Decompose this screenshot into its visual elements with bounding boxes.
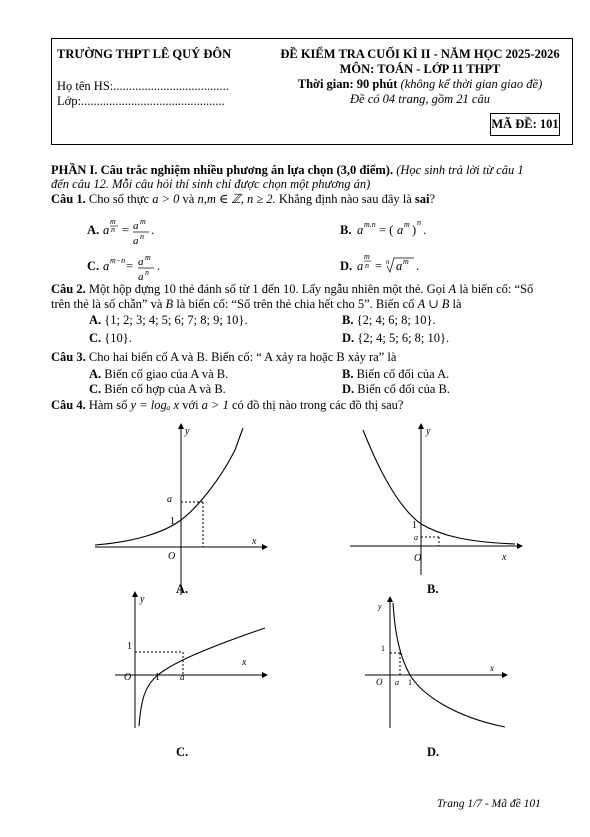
svg-text:.: . [423, 223, 427, 237]
graph-b[interactable] [345, 420, 525, 580]
svg-text:a: a [138, 256, 144, 268]
q2-option-b[interactable]: B. {2; 4; 6; 8; 10}. [342, 313, 436, 327]
svg-text:m: m [404, 220, 410, 229]
q1-option-b[interactable] [340, 214, 440, 249]
q2-option-c[interactable]: C. {10}. [89, 331, 132, 345]
graph-a[interactable] [85, 420, 275, 600]
svg-text:B.: B. [340, 223, 352, 237]
svg-text:a: a [357, 223, 364, 237]
svg-text:m: m [140, 217, 146, 226]
svg-text:.: . [157, 259, 161, 273]
svg-text:a: a [133, 235, 139, 247]
q1-option-a[interactable] [87, 210, 167, 255]
graph-d-origin-label: O [376, 677, 383, 687]
svg-text:): ) [412, 223, 417, 237]
svg-text:a: a [103, 259, 110, 273]
svg-text:n: n [417, 218, 421, 227]
q3-option-a[interactable]: A. Biến cố giao của A và B. [89, 367, 229, 381]
graph-d-x-one-label: 1 [408, 678, 412, 687]
graph-d-x-a-label: a [395, 678, 399, 687]
graph-c-y-label: y [140, 594, 145, 605]
q1-option-d[interactable] [340, 250, 440, 285]
graph-b-curve [363, 430, 515, 544]
question-1-stem: Câu 1. Cho số thực a > 0 và n,m ∈ ℤ, n ≥ 2. Khẳng định nào sau đây là sai? [51, 192, 436, 206]
graph-b-label: B. [427, 582, 439, 596]
q1-option-d-formula [340, 250, 440, 280]
pages-note: Đề có 04 trang, gồm 21 câu [350, 92, 490, 106]
svg-text:n: n [140, 232, 144, 241]
svg-text:n: n [111, 225, 115, 234]
graph-a-y-label: y [185, 426, 190, 437]
graph-d-curve [393, 603, 505, 727]
q2-option-a[interactable]: A. {1; 2; 3; 4; 5; 6; 7; 8; 9; 10}. [89, 313, 248, 327]
svg-text:.: . [151, 223, 155, 237]
graph-b-x-label: x [502, 552, 507, 563]
question-2-stem-line1: Câu 2. Một hộp đựng 10 thẻ đánh số từ 1 đến 10. Lấy ngẫu nhiên một thẻ. Gọi A là biến cố: “Số [51, 282, 534, 296]
q3-option-c[interactable]: C. Biến cố hợp của A và B. [89, 382, 226, 396]
graph-c-one-label: 1 [127, 641, 132, 652]
svg-text:m: m [364, 252, 370, 261]
graph-c-label: C. [176, 745, 189, 759]
graph-a-a-label: a [167, 494, 172, 505]
graph-c-x-label: x [242, 657, 247, 668]
graph-d-label: D. [427, 745, 440, 759]
page-footer: Trang 1/7 - Mã đề 101 [437, 798, 541, 810]
graph-d[interactable] [360, 595, 510, 730]
svg-text:a: a [133, 220, 139, 232]
svg-text:m−n: m−n [110, 256, 126, 265]
svg-text:a: a [396, 259, 403, 273]
svg-text:a: a [357, 259, 364, 273]
graph-a-x-label: x [252, 536, 257, 547]
svg-text:m: m [110, 217, 116, 226]
part1-instruction: đến câu 12. Mỗi câu hỏi thí sinh chỉ được chọn một phương án) [51, 177, 371, 191]
q3-option-b[interactable]: B. Biến cố đối của A. [342, 367, 450, 381]
exam-title: ĐỀ KIỂM TRA CUỐI KÌ II - NĂM HỌC 2025-2026 [280, 47, 560, 61]
graph-b-one-label: 1 [412, 520, 417, 531]
graph-c-origin-label: O [124, 672, 132, 683]
q1-option-a-formula [87, 210, 167, 250]
q2-option-d[interactable]: D. {2; 4; 5; 6; 8; 10}. [342, 331, 450, 345]
graph-d-x-label: x [490, 663, 494, 673]
graph-a-label: A. [176, 582, 189, 596]
exam-code-box: MÃ ĐỀ: 101 [490, 113, 560, 136]
svg-text:m: m [403, 257, 409, 266]
graph-b-origin-label: O [414, 553, 422, 564]
part1-heading-line: PHẦN I. Câu trắc nghiệm nhiều phương án lựa chọn (3,0 điểm). (Học sinh trả lời từ câu 1 [51, 163, 524, 177]
svg-text:C.: C. [87, 259, 100, 273]
svg-text:.: . [416, 259, 420, 273]
q3-option-d[interactable]: D. Biến cố đối của B. [342, 382, 450, 396]
svg-text:= (: = ( [379, 223, 394, 237]
q1-option-b-formula [340, 214, 440, 244]
class-label: Lớp:.............................................. [57, 94, 225, 108]
svg-text:n: n [145, 268, 149, 277]
svg-text:=: = [122, 223, 130, 237]
question-4-stem: Câu 4. Hàm số y = logₐ x với a > 1 có đồ thị nào trong các đồ thị sau? [51, 398, 404, 412]
school-name: TRƯỜNG THPT LÊ QUÝ ĐÔN [57, 47, 232, 61]
graph-a-one-label: 1 [170, 516, 175, 527]
svg-text:n: n [386, 258, 390, 266]
exam-subject: MÔN: TOÁN - LỚP 11 THPT [339, 62, 501, 76]
exam-time: Thời gian: 90 phút (không kể thời gian giao đề) [297, 77, 543, 91]
graph-c-x-one-label: 1 [155, 672, 160, 683]
svg-text:n: n [365, 261, 369, 270]
svg-text:m.n: m.n [364, 220, 376, 229]
question-3-stem: Câu 3. Cho hai biến cố A và B. Biến cố: “ A xảy ra hoặc B xảy ra” là [51, 350, 397, 364]
svg-text:a: a [138, 271, 144, 283]
question-2-stem-line2: trên thẻ là số chẵn” và B là biến cố: “Số trên thẻ chia hết cho 5”. Biến cố A ∪ B là [51, 297, 462, 311]
svg-text:=: = [375, 259, 383, 273]
svg-text:=: = [126, 259, 134, 273]
graph-a-curve [95, 428, 243, 545]
svg-text:a: a [397, 223, 404, 237]
svg-text:D.: D. [340, 259, 353, 273]
graph-c-x-a-label: a [180, 672, 185, 682]
graph-c[interactable] [110, 590, 270, 730]
svg-text:A.: A. [87, 223, 100, 237]
graph-b-y-label: y [426, 426, 431, 437]
svg-text:a: a [103, 223, 110, 237]
student-name-label: Họ tên HS:..................................... [57, 79, 229, 93]
graph-a-origin-label: O [168, 551, 176, 562]
graph-b-a-label: a [414, 533, 418, 542]
graph-d-one-label: 1 [381, 644, 385, 653]
graph-d-y-label: y [378, 602, 382, 611]
svg-text:m: m [145, 253, 151, 262]
